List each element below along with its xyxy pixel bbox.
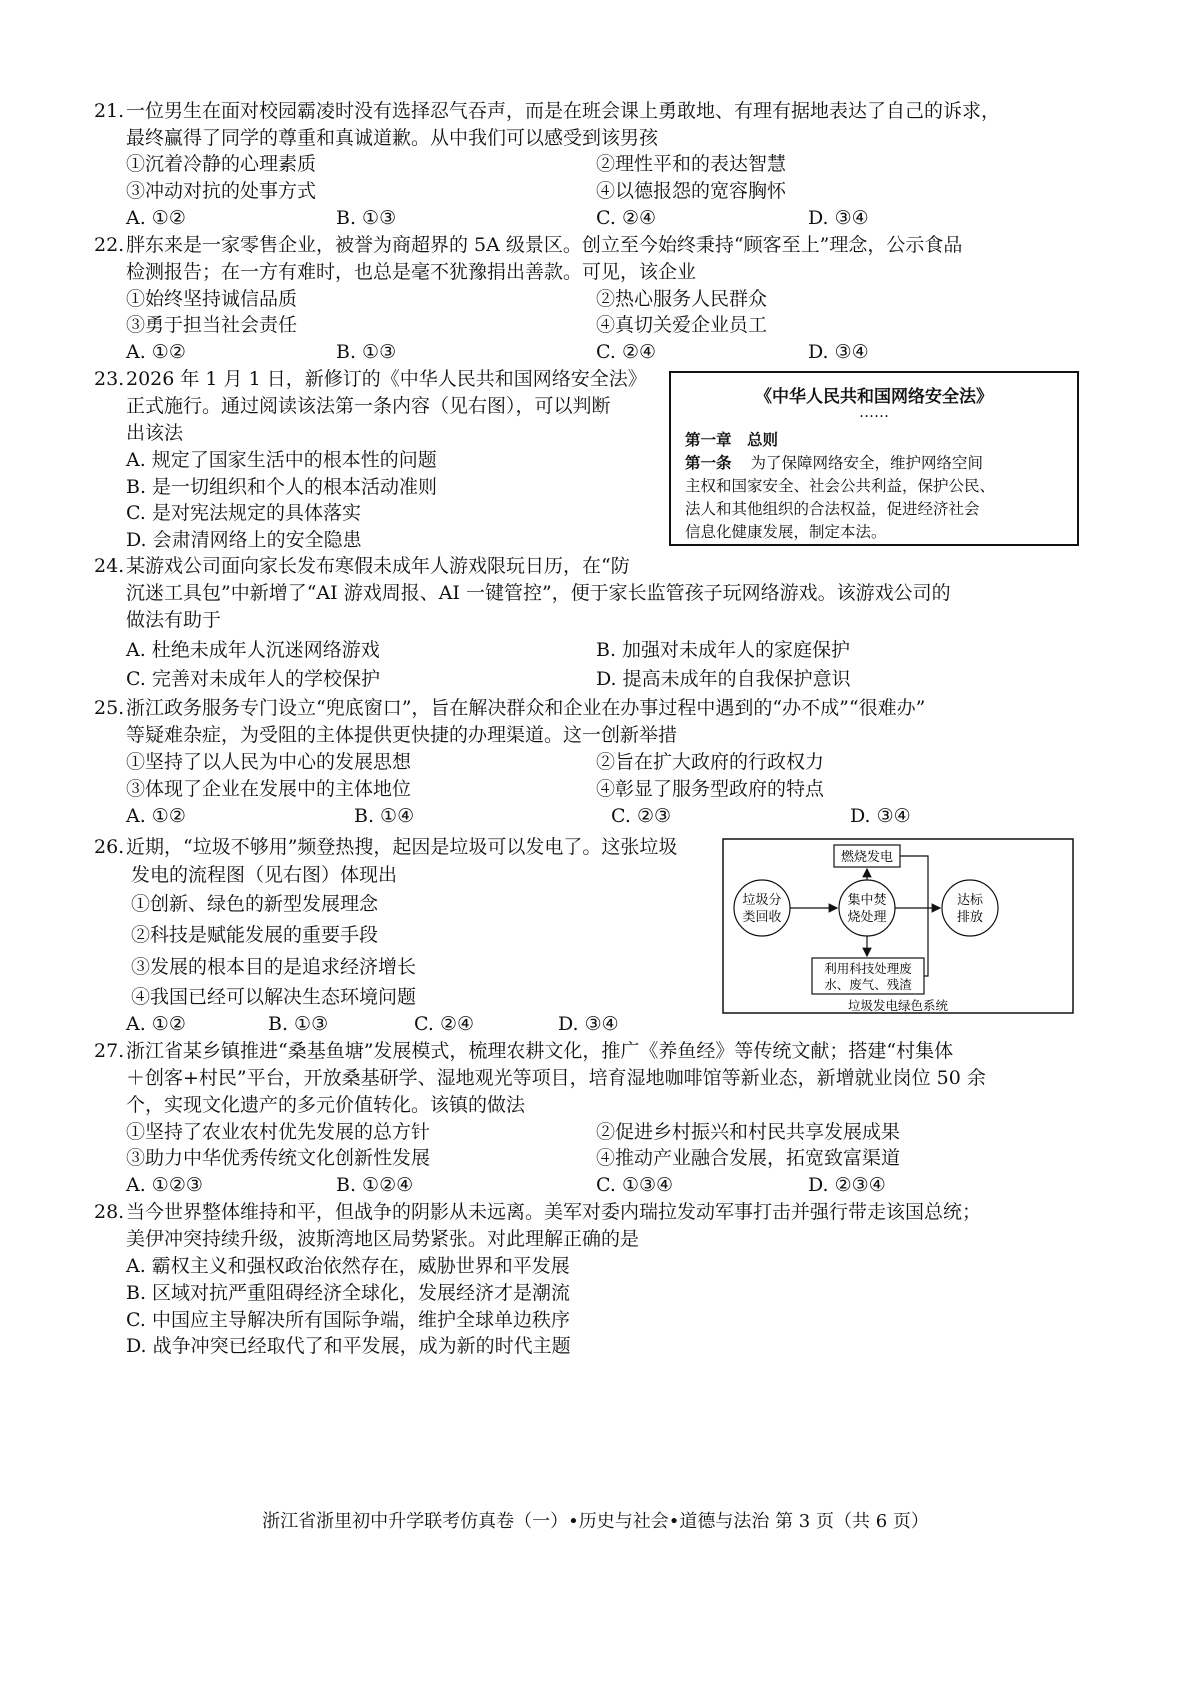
option-b: B. ①④ [354, 805, 415, 827]
option-d: D. 会肃清网络上的安全隐患 [126, 529, 362, 551]
question-stem-line: 一位男生在面对校园霸凌时没有选择忍气吞声，而是在班会课上勇敢地、有理有据地表达了自己的诉求， [126, 100, 1001, 122]
option-a: A. ①②③ [126, 1174, 203, 1196]
statement-1: ①沉着冷静的心理素质 [126, 153, 317, 175]
law-article-text: 为了保障网络安全，维护网络空间 [750, 454, 983, 472]
statement-4: ④真切关爱企业员工 [596, 314, 768, 336]
tech-treatment-label: 水、废气、残渣 [824, 977, 912, 992]
diagram-caption: 垃圾发电绿色系统 [847, 998, 949, 1013]
option-b: B. ①②④ [336, 1174, 414, 1196]
sort-recycle-label: 垃圾分 [742, 893, 782, 908]
discharge-label: 排放 [956, 910, 984, 925]
option-a: A. 规定了国家生活中的根本性的问题 [126, 449, 437, 471]
statement-3: ③体现了企业在发展中的主体地位 [126, 778, 412, 800]
question-number: 25. [94, 697, 125, 719]
option-b: B. ①③ [268, 1013, 329, 1035]
option-a: A. ①② [126, 1013, 186, 1035]
question-number: 23. [94, 368, 125, 390]
question-stem-line: 某游戏公司面向家长发布寒假未成年人游戏限玩日历，在“防 [126, 555, 630, 577]
question-stem-line: 胖东来是一家零售企业，被誉为商超界的 5A 级景区。创立至今始终秉持“顾客至上”理念，公示食品 [126, 234, 963, 256]
incineration-label: 集中焚 [847, 893, 887, 908]
question-stem-line: 近期，“垃圾不够用”频登热搜，起因是垃圾可以发电了。这张垃圾 [126, 836, 678, 858]
option-b: B. ①③ [336, 207, 397, 229]
law-ellipsis: …… [859, 403, 889, 421]
question-stem-line: 个，实现文化遗产的多元价值转化。该镇的做法 [126, 1094, 526, 1116]
statement-4: ④以德报怨的宽容胸怀 [596, 180, 787, 202]
discharge-node [942, 880, 998, 936]
option-d: D. 提高未成年的自我保护意识 [596, 668, 851, 690]
sort-recycle-node [734, 880, 790, 936]
option-b: B. ①③ [336, 341, 397, 363]
law-article-label: 第一条 [685, 453, 732, 472]
question-stem-line: 最终赢得了同学的尊重和真诚道歉。从中我们可以感受到该男孩 [126, 127, 659, 149]
statement-4: ④我国已经可以解决生态环境问题 [131, 986, 417, 1008]
law-chapter: 第一章 总则 [685, 430, 779, 449]
power-generation-label: 燃烧发电 [840, 850, 894, 865]
page-footer: 浙江省浙里初中升学联考仿真卷（一）•历史与社会•道德与法治 第 3 页（共 6 页） [262, 1511, 929, 1532]
law-title: 《中华人民共和国网络安全法》 [755, 387, 993, 407]
statement-3: ③冲动对抗的处事方式 [126, 180, 317, 202]
option-a: A. 霸权主义和强权政治依然存在，威胁世界和平发展 [126, 1255, 570, 1277]
option-b: B. 加强对未成年人的家庭保护 [596, 639, 851, 661]
statement-1: ①坚持了以人民为中心的发展思想 [126, 751, 412, 773]
incineration-node [839, 880, 895, 936]
option-a: A. ①② [126, 207, 186, 229]
statement-2: ②科技是赋能发展的重要手段 [131, 924, 379, 946]
law-excerpt-box [669, 371, 1079, 546]
statement-2: ②旨在扩大政府的行政权力 [596, 751, 825, 773]
question-stem-line: 检测报告；在一方有难时，也总是毫不犹豫捐出善款。可见，该企业 [126, 261, 697, 283]
incineration-label: 烧处理 [847, 910, 887, 925]
question-stem-line: 正式施行。通过阅读该法第一条内容（见右图），可以判断 [126, 395, 611, 417]
statement-3: ③助力中华优秀传统文化创新性发展 [126, 1147, 431, 1169]
flow-diagram-svg [722, 838, 1074, 1014]
option-c: C. ②④ [596, 207, 657, 229]
question-stem-line: 当今世界整体维持和平，但战争的阴影从未远离。美军对委内瑞拉发动军事打击并强行带走该国总统； [126, 1201, 982, 1223]
statement-2: ②促进乡村振兴和村民共享发展成果 [596, 1121, 901, 1143]
option-d: D. 战争冲突已经取代了和平发展，成为新的时代主题 [126, 1335, 571, 1357]
option-d: D. ②③④ [808, 1174, 886, 1196]
question-stem-line: 美伊冲突持续升级，波斯湾地区局势紧张。对此理解正确的是 [126, 1228, 640, 1250]
question-number: 22. [94, 234, 125, 256]
option-a: A. ①② [126, 341, 186, 363]
discharge-label: 达标 [956, 893, 984, 908]
option-d: D. ③④ [558, 1013, 619, 1035]
question-stem-line: 沉迷工具包”中新增了“AI 游戏周报、AI 一键管控”，便于家长监管孩子玩网络游戏。该游戏公司的 [126, 582, 951, 604]
law-article-text: 主权和国家安全、社会公共利益，保护公民、 [685, 477, 996, 495]
law-article-line [685, 451, 983, 473]
option-b: B. 是一切组织和个人的根本活动准则 [126, 476, 438, 498]
question-stem-line: 浙江政务服务专门设立“兜底窗口”，旨在解决群众和企业在办事过程中遇到的“办不成”“很难办” [126, 697, 926, 719]
question-stem-line: ＋创客+村民”平台，开放桑基研学、湿地观光等项目，培育湿地咖啡馆等新业态，新增就业岗位 50 余 [126, 1067, 986, 1089]
option-c: C. 是对宪法规定的具体落实 [126, 502, 361, 524]
law-article-text: 法人和其他组织的合法权益，促进经济社会 [685, 500, 980, 518]
statement-4: ④推动产业融合发展，拓宽致富渠道 [596, 1147, 901, 1169]
option-b: B. 区域对抗严重阻碍经济全球化，发展经济才是潮流 [126, 1282, 571, 1304]
statement-1: ①始终坚持诚信品质 [126, 288, 298, 310]
question-number: 21. [94, 100, 125, 122]
question-stem-line: 做法有助于 [126, 609, 222, 631]
option-d: D. ③④ [808, 341, 869, 363]
statement-4: ④彰显了服务型政府的特点 [596, 778, 825, 800]
option-c: C. 中国应主导解决所有国际争端，维护全球单边秩序 [126, 1309, 570, 1331]
question-number: 26. [94, 836, 125, 858]
question-stem-line: 2026 年 1 月 1 日，新修订的《中华人民共和国网络安全法》 [126, 368, 647, 390]
option-a: A. ①② [126, 805, 186, 827]
option-c: C. ②④ [414, 1013, 475, 1035]
question-stem-line: 浙江省某乡镇推进“桑基鱼塘”发展模式，梳理农耕文化，推广《养鱼经》等传统文献；搭建“村集体 [126, 1040, 954, 1062]
question-number: 27. [94, 1040, 125, 1062]
question-stem-line: 等疑难杂症，为受阻的主体提供更快捷的办理渠道。这一创新举措 [126, 724, 678, 746]
question-number: 24. [94, 555, 125, 577]
statement-3: ③发展的根本目的是追求经济增长 [131, 956, 417, 978]
option-c: C. ②③ [611, 805, 672, 827]
tech-treatment-label: 利用科技处理废 [824, 961, 912, 976]
option-c: C. ②④ [596, 341, 657, 363]
option-d: D. ③④ [850, 805, 911, 827]
option-a: A. 杜绝未成年人沉迷网络游戏 [126, 639, 380, 661]
statement-2: ②理性平和的表达智慧 [596, 153, 787, 175]
statement-1: ①坚持了农业农村优先发展的总方针 [126, 1121, 431, 1143]
question-stem-line: 发电的流程图（见右图）体现出 [131, 864, 398, 886]
arrow-power-to-discharge [900, 856, 928, 908]
question-stem-line: 出该法 [126, 422, 184, 444]
question-number: 28. [94, 1201, 125, 1223]
waste-power-diagram [722, 838, 1074, 1014]
option-c: C. ①③④ [596, 1174, 674, 1196]
option-d: D. ③④ [808, 207, 869, 229]
statement-3: ③勇于担当社会责任 [126, 314, 298, 336]
law-article-text: 信息化健康发展，制定本法。 [685, 523, 887, 541]
sort-recycle-label: 类回收 [742, 910, 782, 925]
option-c: C. 完善对未成年人的学校保护 [126, 668, 380, 690]
statement-1: ①创新、绿色的新型发展理念 [131, 893, 379, 915]
statement-2: ②热心服务人民群众 [596, 288, 768, 310]
